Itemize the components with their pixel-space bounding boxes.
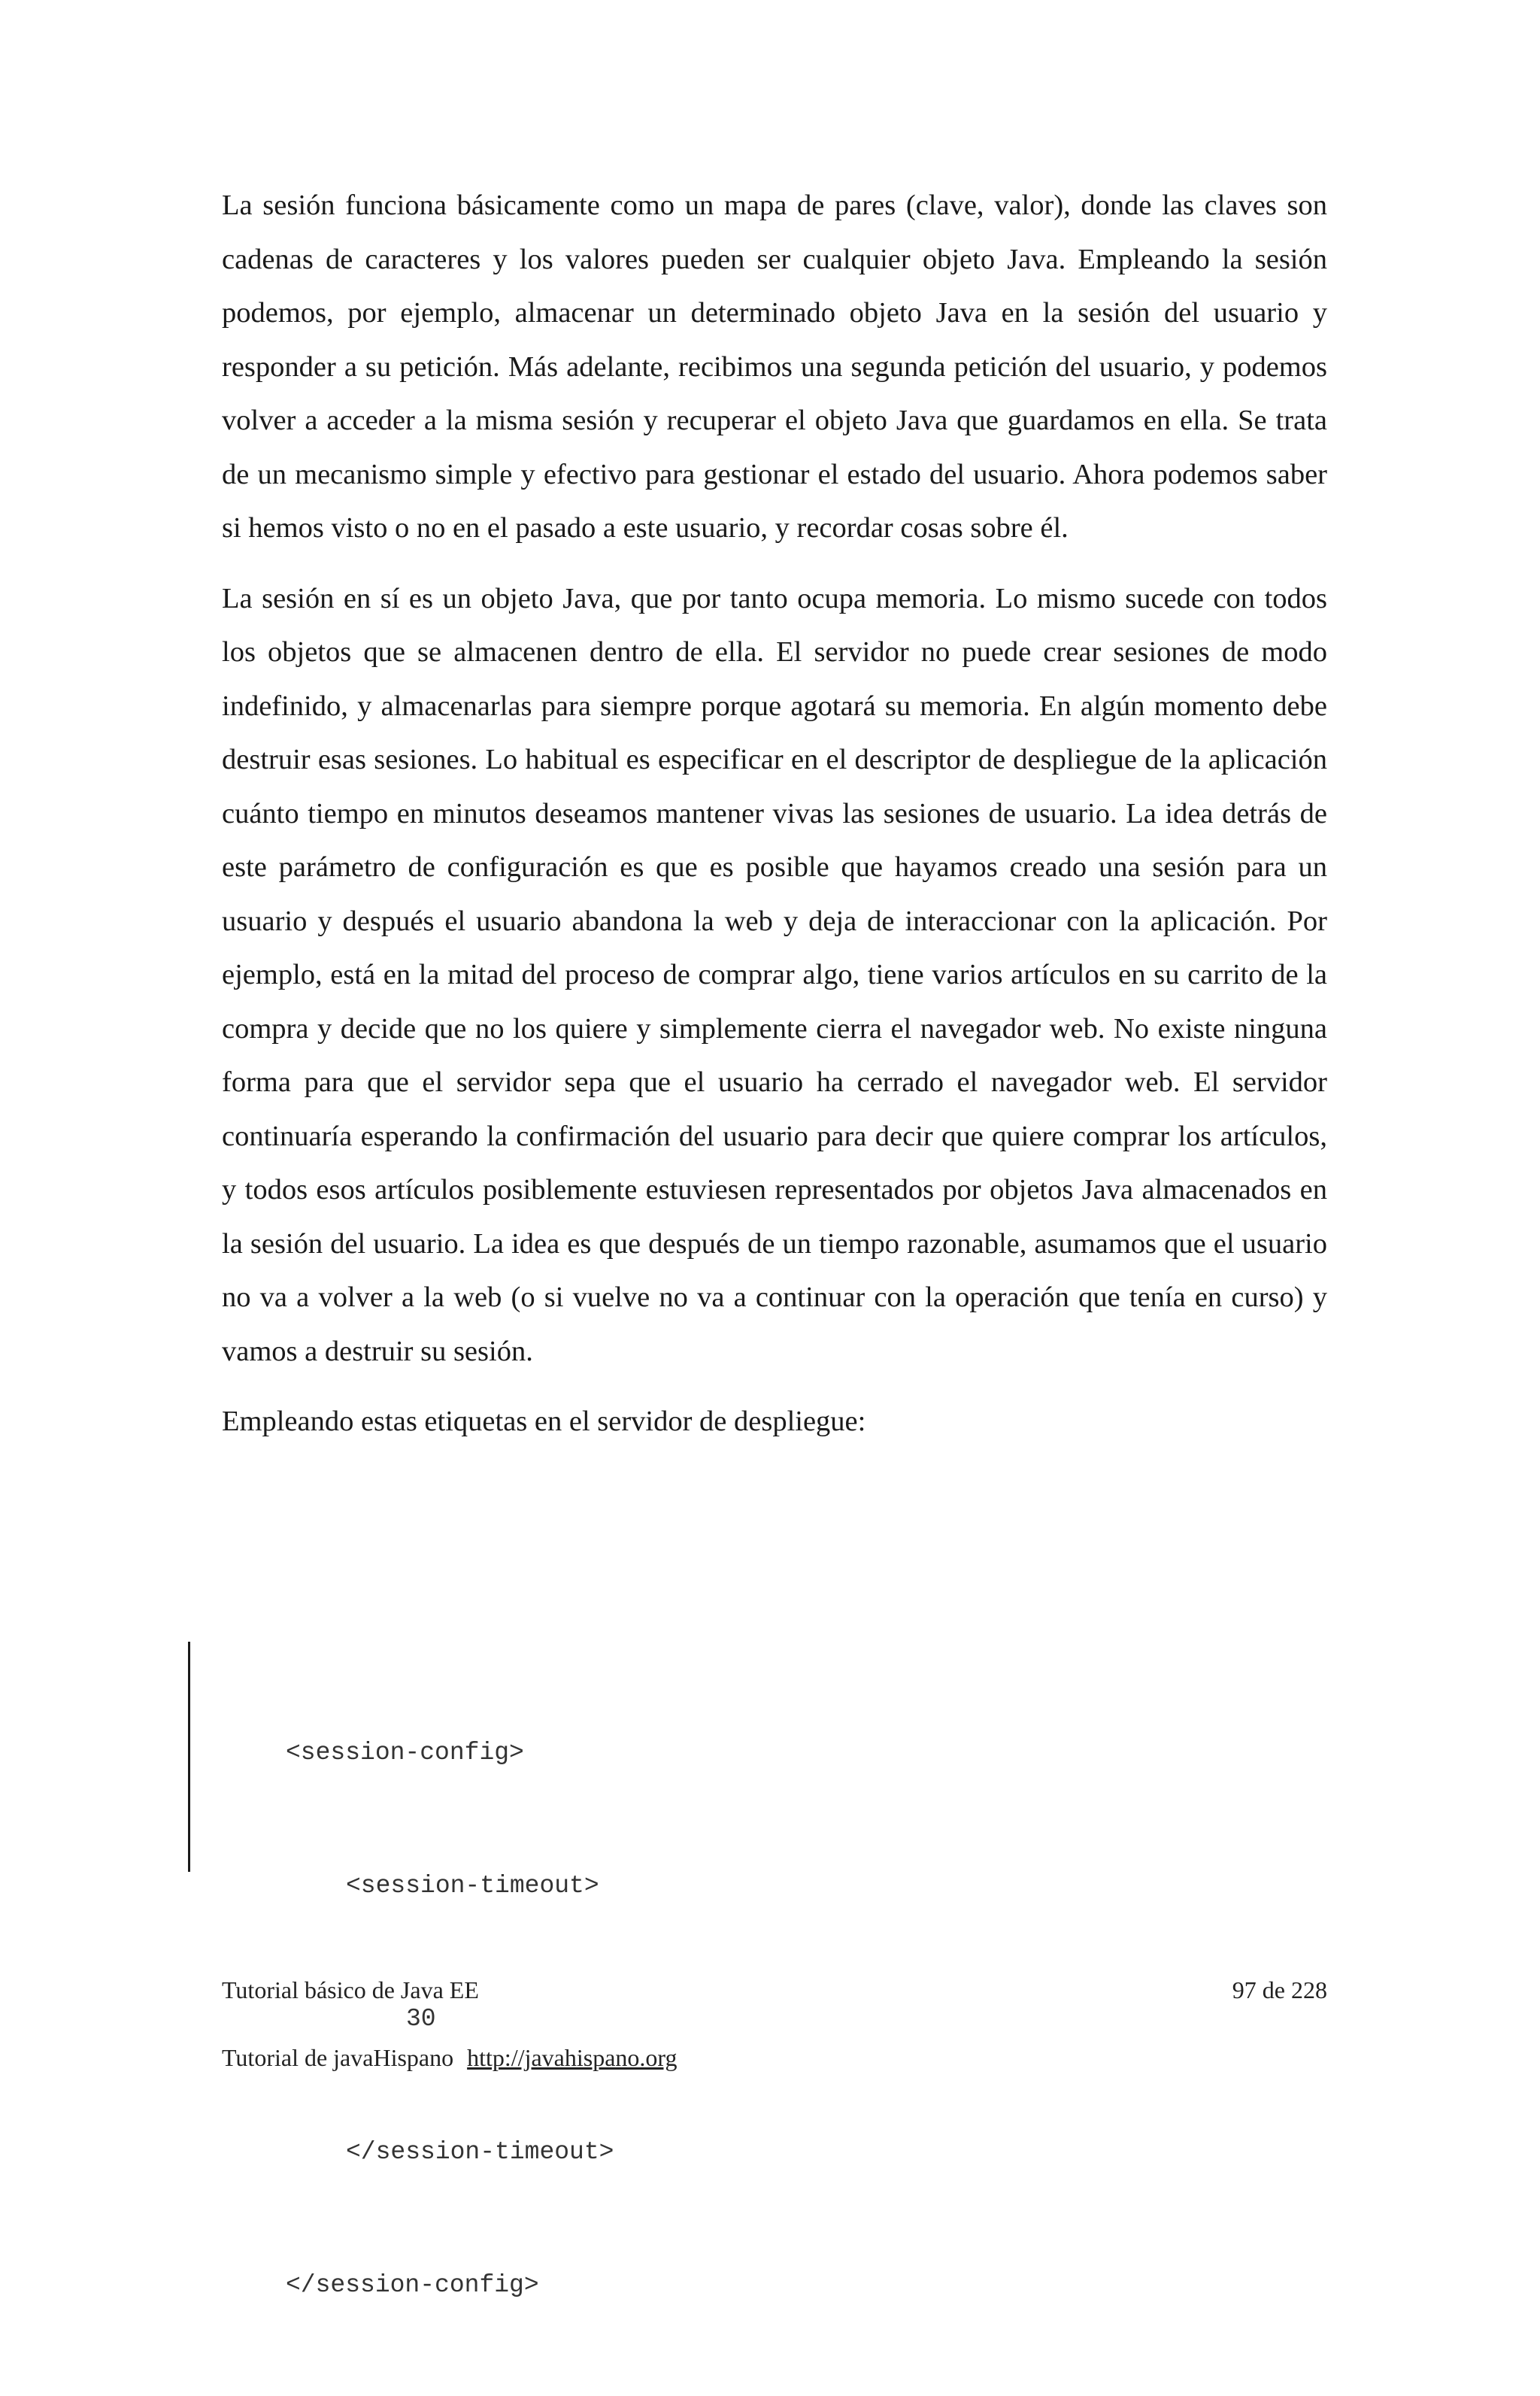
- code-line: </session-config>: [286, 2271, 539, 2299]
- code-line: 30: [406, 2005, 436, 2033]
- footer-link[interactable]: http://javahispano.org: [467, 2044, 678, 2071]
- code-line: </session-timeout>: [346, 2138, 614, 2166]
- page-number: 97 de 228: [1232, 1976, 1327, 2003]
- code-lines: [286, 1642, 614, 2396]
- paragraph-intro-tags: Empleando estas etiquetas en el servidor de despliegue:: [222, 1406, 866, 1437]
- footer-source-label: Tutorial de javaHispano: [222, 2044, 454, 2071]
- body-text: [222, 179, 1327, 1466]
- footer-title-row: [222, 1976, 1327, 2004]
- footer-title: Tutorial básico de Java EE: [222, 1976, 479, 2003]
- paragraph-session-map: La sesión funciona básicamente como un mapa de pares (clave, valor), donde las claves son cadenas de caracteres y los valores pueden ser cualquier objeto Java. Empleando la sesión podemos, por ejemplo, almacenar un determinado objeto Java en la sesión del usuario y responder a su petición. Más adelante, recibimos una segunda petición del usuario, y podemos volver a acceder a la misma sesión y recuperar el objeto Java que guardamos en ella. Se trata de un mecanismo simple y efectivo para gestionar el estado del usuario. Ahora podemos saber si hemos visto o no en el pasado a este usuario, y recordar cosas sobre él.: [222, 190, 1327, 544]
- code-line: <session-config>: [286, 1739, 524, 1767]
- paragraph-session-memory: La sesión en sí es un objeto Java, que por tanto ocupa memoria. Lo mismo sucede con todos los objetos que se almacenen dentro de ella. El servidor no puede crear sesiones de modo indefinido, y almacenarlas para siempre porque agotará su memoria. En algún momento debe destruir esas sesiones. Lo habitual es especificar en el descriptor de despliegue de la aplicación cuánto tiempo en minutos deseamos mantener vivas las sesiones de usuario. La idea detrás de este parámetro de configuración es que es posible que hayamos creado una sesión para un usuario y después el usuario abandona la web y deja de interaccionar con la aplicación. Por ejemplo, está en la mitad del proceso de comprar algo, tiene varios artículos en su carrito de la compra y decide que no los quiere y simplemente cierra el navegador web. No existe ninguna forma para que el servidor sepa que el usuario ha cerrado el navegador web. El servidor continuaría esperando la confirmación del usuario para decir que quiere comprar los artículos, y todos esos artículos posiblemente estuviesen representados por objetos Java almacenados en la sesión del usuario. La idea es que después de un tiempo razonable, asumamos que el usuario no va a volver a la web (o si vuelve no va a continuar con la operación que tenía en curso) y vamos a destruir su sesión.: [222, 582, 1327, 1367]
- footer-source-row: [222, 2044, 1327, 2072]
- code-line: <session-timeout>: [346, 1872, 599, 1900]
